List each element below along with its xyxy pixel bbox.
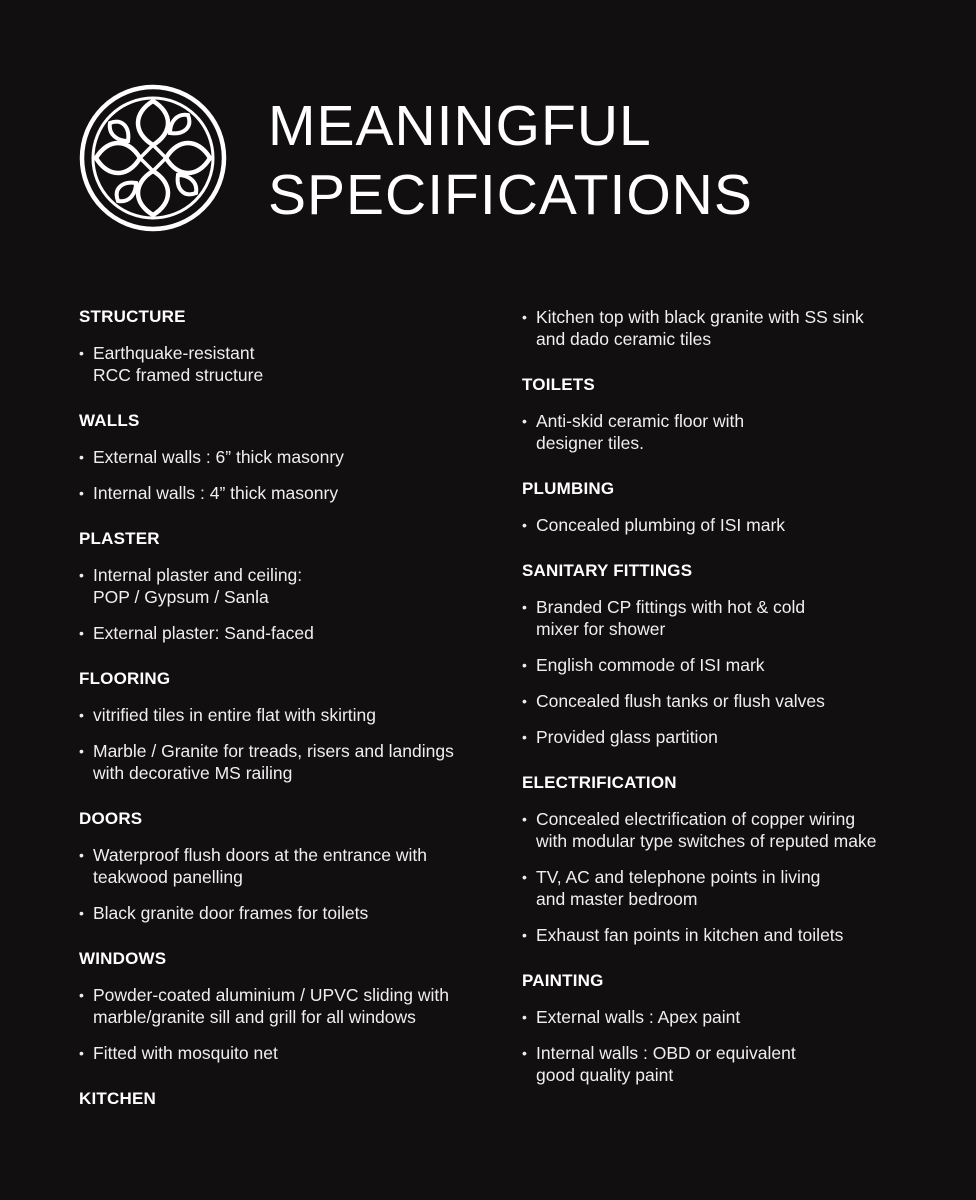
spec-list [522, 306, 942, 350]
spec-list [79, 564, 499, 644]
spec-section-walls [79, 410, 499, 504]
title-line-2: SPECIFICATIONS [268, 163, 753, 227]
spec-item-line: marble/granite sill and grill for all windows [93, 1007, 416, 1027]
spec-item-line: • Kitchen top with black granite with SS sink [536, 307, 864, 327]
spec-item-line: • Earthquake-resistant [93, 343, 255, 363]
spec-item-line: designer tiles. [536, 433, 644, 453]
spec-item-line: and dado ceramic tiles [536, 329, 712, 349]
spec-item-line: • Concealed flush tanks or flush valves [536, 691, 825, 711]
section-heading: SANITARY FITTINGS [522, 561, 693, 580]
spec-item-line: • Internal walls : 4” thick masonry [93, 483, 339, 503]
section-heading: FLOORING [79, 669, 171, 688]
spec-item [522, 924, 942, 946]
spec-item [79, 844, 499, 888]
spec-item-line: • Concealed plumbing of ISI mark [536, 515, 786, 535]
spec-list [522, 514, 942, 536]
spec-list [522, 808, 942, 946]
spec-list [522, 1006, 942, 1086]
spec-item [79, 482, 499, 504]
spec-item-line: with modular type switches of reputed make [536, 831, 877, 851]
spec-item-line: • Waterproof flush doors at the entrance with [93, 845, 427, 865]
section-heading: DOORS [79, 809, 143, 828]
spec-item [522, 866, 942, 910]
spec-item-line: • Anti-skid ceramic floor with [536, 411, 745, 431]
spec-section-plumbing [522, 478, 942, 536]
ornamental-circle-logo [78, 83, 228, 233]
section-heading: WALLS [79, 411, 140, 430]
spec-section-kitchen [79, 1088, 499, 1110]
spec-section-sanitary-fittings [522, 560, 942, 748]
spec-item [522, 690, 942, 712]
spec-list [522, 410, 942, 454]
spec-item [79, 984, 499, 1028]
spec-item [522, 808, 942, 852]
spec-section-toilets [522, 374, 942, 454]
spec-item [79, 564, 499, 608]
spec-item-line: • Fitted with mosquito net [93, 1043, 278, 1063]
title-line-1: MEANINGFUL [268, 94, 652, 158]
spec-item-line: RCC framed structure [93, 365, 264, 385]
spec-list [79, 342, 499, 386]
section-heading: STRUCTURE [79, 307, 186, 326]
spec-item-line: teakwood panelling [93, 867, 243, 887]
spec-item-line: • Concealed electrification of copper wiring [536, 809, 856, 829]
section-heading: PLUMBING [522, 479, 615, 498]
spec-item-line: • English commode of ISI mark [536, 655, 765, 675]
spec-item-line: • Internal walls : OBD or equivalent [536, 1043, 796, 1063]
spec-section-doors [79, 808, 499, 924]
spec-item-line: • Exhaust fan points in kitchen and toilets [536, 925, 844, 945]
spec-section-continued [522, 306, 942, 350]
spec-item-line: • vitrified tiles in entire flat with skirting [93, 705, 377, 725]
spec-item-line: and master bedroom [536, 889, 698, 909]
spec-item [522, 654, 942, 676]
spec-item-line: • Black granite door frames for toilets [93, 903, 369, 923]
spec-item-line: • Marble / Granite for treads, risers and landings [93, 741, 454, 761]
spec-item [522, 306, 942, 350]
section-heading: ELECTRIFICATION [522, 773, 677, 792]
spec-item [79, 1042, 499, 1064]
spec-section-electrification [522, 772, 942, 946]
spec-item [79, 622, 499, 644]
spec-item [79, 704, 499, 726]
spec-item-line: • External plaster: Sand-faced [93, 623, 314, 643]
spec-list [79, 844, 499, 924]
right-column [522, 306, 942, 1110]
section-heading: PAINTING [522, 971, 604, 990]
spec-item-line: good quality paint [536, 1065, 674, 1085]
spec-item-line: • Branded CP fittings with hot & cold [536, 597, 806, 617]
spec-section-flooring [79, 668, 499, 784]
spec-item-line: • Internal plaster and ceiling: [93, 565, 303, 585]
spec-section-windows [79, 948, 499, 1064]
spec-item [522, 1042, 942, 1086]
spec-item [79, 342, 499, 386]
spec-item-line: • External walls : 6” thick masonry [93, 447, 344, 467]
section-heading: WINDOWS [79, 949, 167, 968]
left-column [79, 306, 499, 1134]
spec-list [79, 984, 499, 1064]
spec-item [522, 514, 942, 536]
spec-item-line: • Provided glass partition [536, 727, 718, 747]
spec-section-painting [522, 970, 942, 1086]
section-heading: KITCHEN [79, 1089, 156, 1108]
page-title [268, 92, 753, 230]
spec-item [79, 446, 499, 468]
spec-list [522, 596, 942, 748]
spec-item-line: with decorative MS railing [93, 763, 293, 783]
spec-list [79, 446, 499, 504]
section-heading: TOILETS [522, 375, 595, 394]
spec-item [79, 902, 499, 924]
spec-item-line: • Powder-coated aluminium / UPVC sliding with [93, 985, 449, 1005]
spec-item-line: • TV, AC and telephone points in living [536, 867, 821, 887]
spec-item-line: • External walls : Apex paint [536, 1007, 741, 1027]
spec-item [522, 410, 942, 454]
spec-item [522, 726, 942, 748]
spec-item-line: POP / Gypsum / Sanla [93, 587, 269, 607]
spec-item-line: mixer for shower [536, 619, 666, 639]
spec-section-structure [79, 306, 499, 386]
spec-list [79, 704, 499, 784]
spec-section-plaster [79, 528, 499, 644]
spec-item [79, 740, 499, 784]
spec-item [522, 596, 942, 640]
section-heading: PLASTER [79, 529, 160, 548]
spec-item [522, 1006, 942, 1028]
